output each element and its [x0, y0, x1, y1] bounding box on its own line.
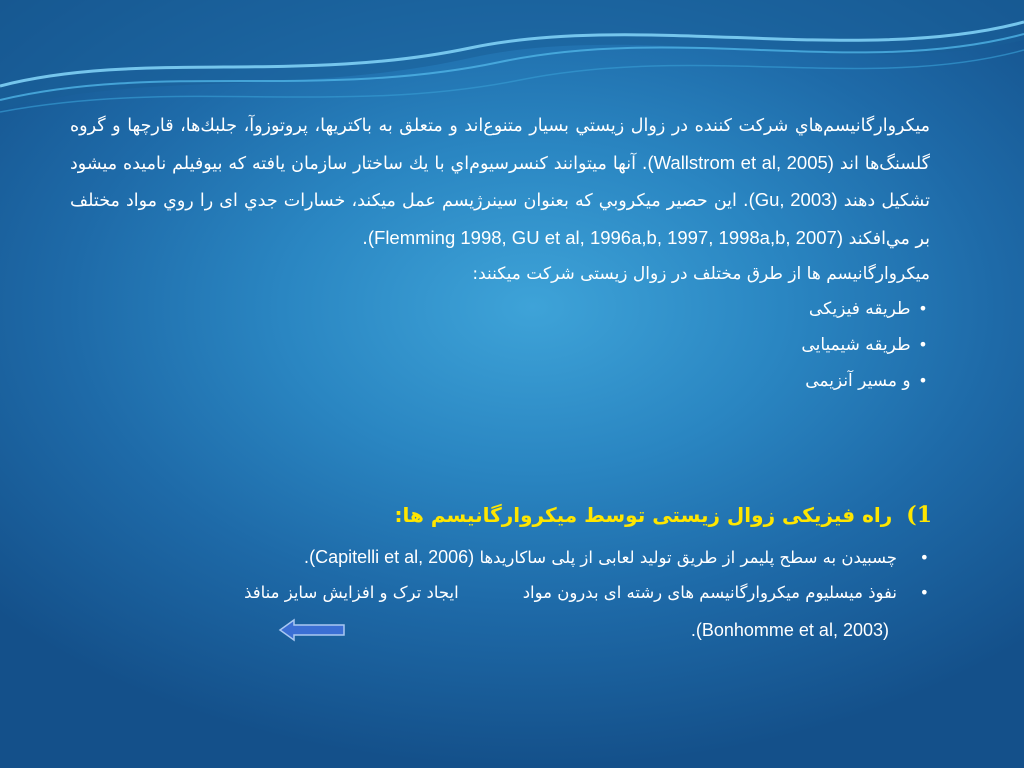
sub-point-text-b: ایجاد ترک و افزایش سایز منافذ — [244, 583, 459, 602]
paragraph-text-1: میکروارگانیسم‌هاي شرکت کننده در زوال زیستي بسيار متنوع‌اند و متعلق به باکتریها، پروتوزوآ، جلبك‌ها، قارچها و گروه گلسنگ‌ها اند — [70, 116, 930, 174]
citation-capitelli: (Capitelli et al, 2006) — [309, 547, 475, 567]
bullet-icon: • — [918, 371, 928, 390]
paragraph-text-2: . آنها ميتوانند کنسرسيوم‌اي با يك ساختار سازمان يافته که بیوفیلم نامیده میشود تشکیل دهند — [70, 153, 931, 211]
list-item — [59, 540, 929, 575]
list-item — [70, 363, 930, 399]
left-arrow-icon — [278, 618, 348, 642]
main-content — [70, 108, 930, 399]
paragraph-end: . — [362, 228, 368, 249]
method-label: طریقه فیزیکی — [808, 299, 911, 319]
bullet-icon: • — [918, 299, 928, 318]
intro-paragraph — [70, 108, 930, 257]
continuation-end: . — [690, 620, 696, 640]
sub-point-text: چسبیدن به سطح پلیمر از طریق تولید لعابی از پلی ساکاریدها — [479, 548, 897, 567]
methods-intro: میکروارگانیسم ها از طرق مختلف در زوال زیستی شرکت میکنند: — [472, 264, 930, 284]
citation-wallstrom: (Wallstrom et al, 2005) — [647, 151, 834, 173]
section-heading — [395, 502, 932, 528]
citation-flemming: (Flemming 1998, GU et al, 1996a,b, 1997, 1998a,b, 2007) — [367, 226, 843, 248]
list-item — [70, 327, 930, 363]
paragraph-text-3: . این حصیر میکروبي که بعنوان سینرژیسم عمل میکند، خسارات جدي ای را روي مواد مختلف بر مي‌افکند — [70, 191, 930, 249]
method-label: و مسیر آنزیمی — [805, 371, 911, 391]
sub-point-end: . — [303, 548, 310, 567]
method-label: طریقه شیمیایی — [801, 335, 911, 355]
sub-point-text-a: نفوذ میسلیوم میکروارگانیسم های رشته ای بدرون مواد — [522, 583, 897, 602]
section-title: راه فیزیکی زوال زیستی توسط میکروارگانیسم ها: — [394, 503, 893, 527]
section-number: 1) — [906, 502, 932, 528]
list-item — [59, 575, 929, 610]
physical-pathway-list — [59, 540, 929, 610]
continuation-line — [691, 620, 889, 641]
bullet-icon: • — [919, 583, 929, 602]
methods-list — [70, 291, 930, 399]
list-item — [70, 291, 930, 327]
citation-gu: (Gu, 2003) — [748, 189, 838, 210]
bullet-icon: • — [919, 548, 929, 567]
bullet-icon: • — [918, 335, 928, 354]
citation-bonhomme: (Bonhomme et al, 2003) — [695, 620, 889, 640]
